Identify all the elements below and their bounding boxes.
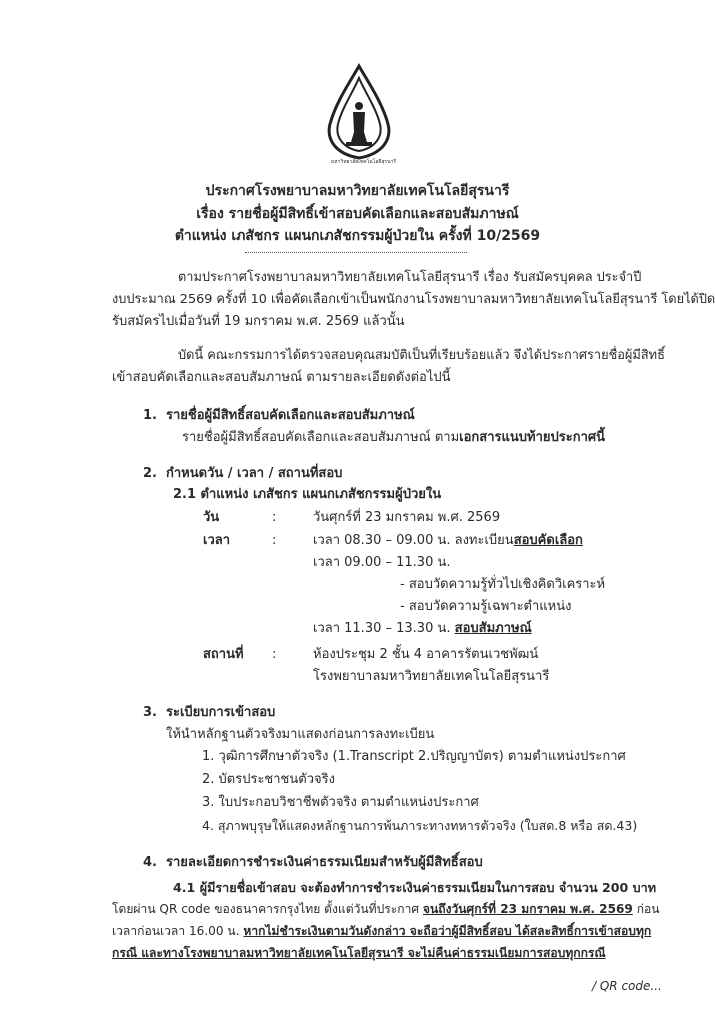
s2-heading: กำหนดวัน / เวลา / สถานที่สอบ [166, 466, 343, 481]
s1-text-plain: รายชื่อผู้มีสิทธิ์สอบคัดเลือกและสอบสัมภาษณ์ ตาม [182, 430, 460, 445]
announcement-subject: เรื่อง รายชื่อผู้มีสิทธิ์เข้าสอบคัดเลือกและสอบสัมภาษณ์ [196, 206, 519, 222]
intro-p2-line2: เข้าสอบคัดเลือกและสอบสัมภาษณ์ ตามรายละเอียดดังต่อไปนี้ [112, 370, 451, 385]
place-line-2: โรงพยาบาลมหาวิทยาลัยเทคโนโลยีสุรนารี [313, 669, 550, 684]
time-label: เวลา [203, 533, 231, 548]
time-slot-3-bold: สอบสัมภาษณ์ [454, 621, 532, 636]
place-label: สถานที่ [203, 647, 244, 662]
announcement-position: ตำแหน่ง เภสัชกร แผนกเภสัชกรรมผู้ป่วยใน ครั้งที่ 10/2569 [174, 228, 541, 244]
s3-number: 3. [143, 705, 157, 720]
s4-line-2 [112, 903, 660, 917]
s4-line-4: กรณี และทางโรงพยาบาลมหาวิทยาลัยเทคโนโลยีสุรนารี จะไม่คืนค่าธรรมเนียมการสอบทุกกรณี [112, 946, 606, 960]
s3-item-2: 2. บัตรประชาชนตัวจริง [202, 772, 335, 787]
time-slot-1 [313, 534, 583, 549]
s4-line-2-plain: โดยผ่าน QR code ของธนาคารกรุงไทย ตั้งแต่วันที่ประกาศ [112, 902, 420, 916]
s3-item-3: 3. ใบประกอบวิชาชีพตัวจริง ตามตำแหน่งประกาศ [202, 795, 479, 810]
time-slot-2b: - สอบวัดความรู้เฉพาะตำแหน่ง [400, 599, 572, 614]
time-slot-2a: - สอบวัดความรู้ทั่วไปเชิงคิดวิเคราะห์ [400, 577, 606, 592]
s1-text-bold: เอกสารแนบท้ายประกาศนี้ [459, 430, 606, 445]
s3-intro: ให้นำหลักฐานตัวจริงมาแสดงก่อนการลงทะเบียน [166, 727, 435, 742]
s4-line-2-bold: จนถึงวันศุกร์ที่ 23 มกราคม พ.ศ. 2569 [422, 902, 633, 916]
time-slot-2: เวลา 09.00 – 11.30 น. [313, 555, 451, 570]
continued-note: / QR code... [592, 979, 662, 993]
s4-line-3-bold: หากไม่ชำระเงินตามวันดังกล่าว จะถือว่าผู้มีสิทธิ์สอบ ได้สละสิทธิ์การเข้าสอบทุก [243, 924, 652, 938]
s2-subheading: 2.1 ตำแหน่ง เภสัชกร แผนกเภสัชกรรมผู้ป่วยใน [173, 487, 442, 502]
s3-item-1: 1. วุฒิการศึกษาตัวจริง (1.Transcript 2.ปริญญาบัตร) ตามตำแหน่งประกาศ [202, 749, 626, 764]
intro-p1-line2: งบประมาณ 2569 ครั้งที่ 10 เพื่อคัดเลือกเข้าเป็นพนักงานโรงพยาบาลมหาวิทยาลัยเทคโนโลยีสุรนารี โดยได้ปิด [112, 292, 715, 307]
s4-heading: รายละเอียดการชำระเงินค่าธรรมเนียมสำหรับผู้มีสิทธิ์สอบ [166, 855, 483, 870]
s1-heading: รายชื่อผู้มีสิทธิ์สอบคัดเลือกและสอบสัมภาษณ์ [166, 408, 415, 423]
place-colon: : [272, 647, 277, 662]
divider [245, 252, 467, 253]
time-slot-1-bold: สอบคัดเลือก [513, 533, 583, 548]
announcement-title: ประกาศโรงพยาบาลมหาวิทยาลัยเทคโนโลยีสุรนารี [205, 183, 510, 199]
s3-heading: ระเบียบการเข้าสอบ [166, 705, 276, 720]
time-slot-1-plain: เวลา 08.30 – 09.00 น. ลงทะเบียน [313, 533, 514, 548]
s4-line-3 [112, 925, 651, 939]
s4-line-1: 4.1 ผู้มีรายชื่อเข้าสอบ จะต้องทำการชำระเงินค่าธรรมเนียมในการสอบ จำนวน 200 บาท [173, 880, 657, 895]
s4-number: 4. [143, 855, 157, 870]
s2-number: 2. [143, 466, 157, 481]
intro-p1-line1: ตามประกาศโรงพยาบาลมหาวิทยาลัยเทคโนโลยีสุรนารี เรื่อง รับสมัครบุคคล ประจำปี [178, 270, 642, 285]
day-label: วัน [203, 510, 220, 525]
intro-p2-line1: บัดนี้ คณะกรรมการได้ตรวจสอบคุณสมบัติเป็นที่เรียบร้อยแล้ว จึงได้ประกาศรายชื่อผู้มีสิทธิ์ [178, 348, 665, 363]
time-slot-3 [313, 622, 532, 637]
s4-line-3-plain: เวลาก่อนเวลา 16.00 น. [112, 924, 240, 938]
day-value: วันศุกร์ที่ 23 มกราคม พ.ศ. 2569 [313, 510, 501, 525]
emblem-caption: มหาวิทยาลัยเทคโนโลยีสุรนารี [331, 159, 397, 165]
day-colon: : [272, 510, 277, 525]
s1-number: 1. [143, 408, 157, 423]
s3-item-4: 4. สุภาพบุรุษให้แสดงหลักฐานการพ้นภาระทางทหารตัวจริง (ใบสด.8 หรือ สด.43) [202, 818, 638, 833]
university-emblem [322, 62, 396, 172]
intro-p1-line3: รับสมัครไปเมื่อวันที่ 19 มกราคม พ.ศ. 2569 แล้วนั้น [112, 314, 405, 329]
time-colon: : [272, 533, 277, 548]
place-line-1: ห้องประชุม 2 ชั้น 4 อาคารรัตนเวชพัฒน์ [313, 647, 539, 662]
s1-text [182, 431, 605, 446]
s4-line-2-tail: ก่อน [636, 902, 660, 916]
time-slot-3-plain: เวลา 11.30 – 13.30 น. [313, 621, 451, 636]
